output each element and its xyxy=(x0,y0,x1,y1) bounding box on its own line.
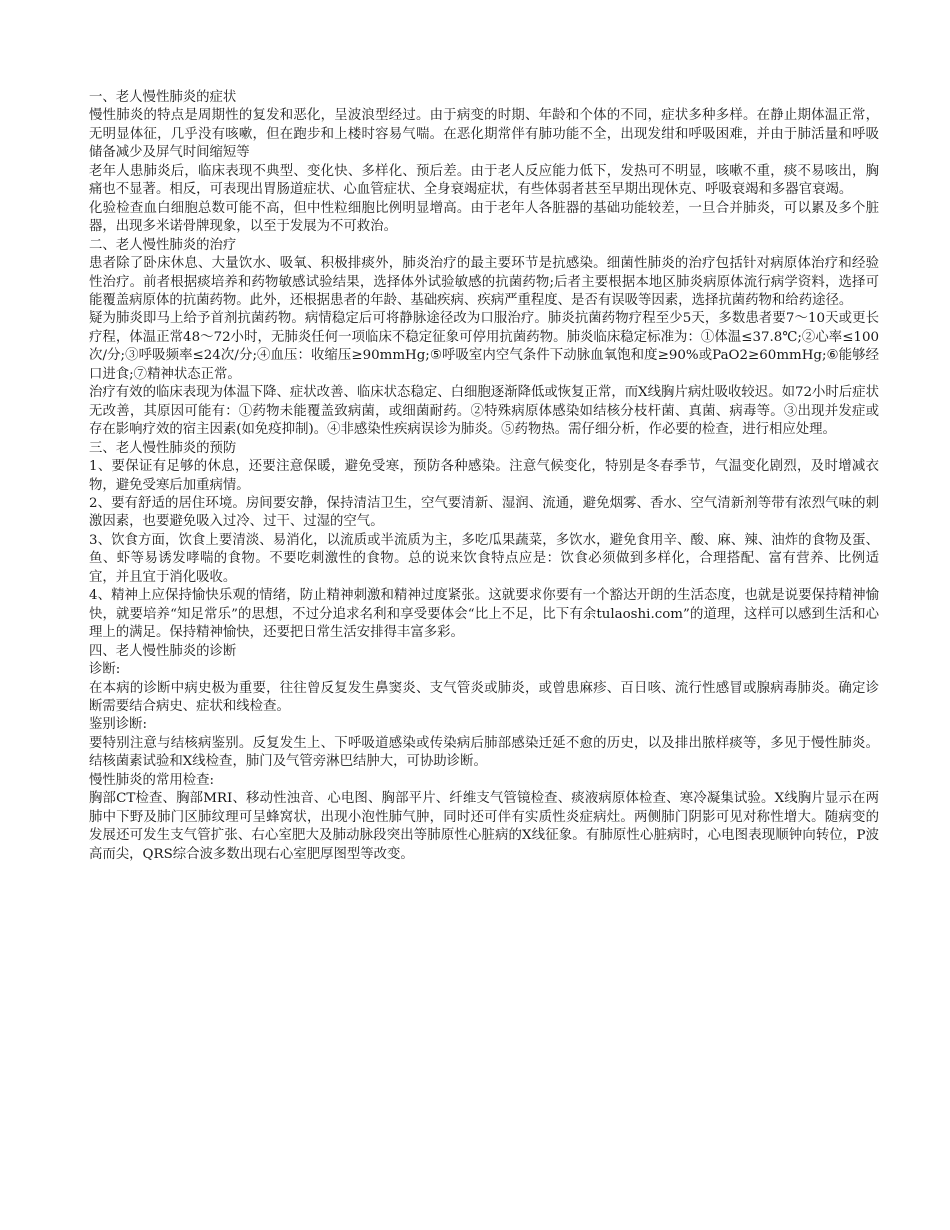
paragraph-diagnosis: 在本病的诊断中病史极为重要，往往曾反复发生鼻窦炎、支气管炎或肺炎，或曾患麻疹、百日咳、流行性感冒或腺病毒肺炎。确定诊断需要结合病史、症状和线检查。 xyxy=(89,680,879,714)
section-heading-diagnosis: 四、老人慢性肺炎的诊断 xyxy=(89,643,237,659)
label-diagnosis: 诊断: xyxy=(89,662,121,678)
paragraph-symptoms-characteristics: 慢性肺炎的特点是周期性的复发和恶化，呈波浪型经过。由于病变的时期、年龄和个体的不同，症状多种多样。在静止期体温正常，无明显体征，几乎没有咳嗽，但在跑步和上楼时容易气喘。在恶化期常伴有肺功能不全，出现发绀和呼吸困难，并由于肺活量和呼吸储备减少及屏气时间缩短等 xyxy=(89,108,879,161)
paragraph-antibiotic-course: 疑为肺炎即马上给予首剂抗菌药物。病情稳定后可将静脉途径改为口服治疗。肺炎抗菌药物疗程至少5天，多数患者要7～10天或更长疗程，体温正常48～72小时，无肺炎任何一项临床不稳定征象可停用抗菌药物。肺炎临床稳定标准为：①体温≤37.8℃;②心率≤100次/分;③呼吸频率≤24次/分;④血压：收缩压≥90mmHg;⑤呼吸室内空气条件下动脉血氧饱和度≥90%或PaO2≥60mmHg;⑥能够经口进食;⑦精神状态正常。 xyxy=(89,311,879,382)
section-heading-symptoms: 一、老人慢性肺炎的症状 xyxy=(89,90,237,105)
paragraph-common-exams: 胸部CT检查、胸部MRI、移动性浊音、心电图、胸部平片、纤维支气管镜检查、痰液病原体检查、寒冷凝集试验。X线胸片显示在两肺中下野及肺门区肺纹理可呈蜂窝状，出现小泡性肺气肿，同时还可伴有实质性炎症病灶。两侧肺门阴影可见对称性增大。随病变的发展还可发生支气管扩张、右心室肥大及肺动脉段突出等肺原性心脏病的X线征象。有肺原性心脏病时，心电图表现顺钟向转位，P波高而尖，QRS综合波多数出现右心室肥厚图型等改变。 xyxy=(89,791,879,862)
label-common-exams: 慢性肺炎的常用检查: xyxy=(89,772,215,788)
section-heading-treatment: 二、老人慢性肺炎的治疗 xyxy=(89,237,237,253)
label-differential-diagnosis: 鉴别诊断: xyxy=(89,717,148,733)
document-body xyxy=(89,89,879,864)
paragraph-treatment-overview: 患者除了卧床休息、大量饮水、吸氧、积极排痰外，肺炎治疗的最主要环节是抗感染。细菌性肺炎的治疗包括针对病原体治疗和经验性治疗。前者根据痰培养和药物敏感试验结果，选择体外试验敏感的抗菌药物;后者主要根据本地区肺炎病原体流行病学资料，选择可能覆盖病原体的抗菌药物。此外，还根据患者的年龄、基础疾病、疾病严重程度、是否有误吸等因素，选择抗菌药物和给药途径。 xyxy=(89,256,879,308)
paragraph-elderly-presentation: 老年人患肺炎后，临床表现不典型、变化快、多样化、预后差。由于老人反应能力低下，发热可不明显，咳嗽不重，痰不易咳出，胸痛也不显著。相反，可表现出胃肠道症状、心血管症状、全身衰竭症状，有些体弱者甚至早期出现休克、呼吸衰竭和多器官衰竭。 xyxy=(89,163,879,198)
paragraph-lab-tests: 化验检查血白细胞总数可能不高，但中性粒细胞比例明显增高。由于老年人各脏器的基础功能较差，一旦合并肺炎，可以累及多个脏器，出现多米诺骨牌现象，以至于发展为不可救治。 xyxy=(89,200,879,235)
paragraph-prevention-rest: 1、要保证有足够的休息，还要注意保暖，避免受寒，预防各种感染。注意气候变化，特别是冬春季节，气温变化剧烈，及时增减衣物，避免受寒后加重病情。 xyxy=(89,459,879,493)
paragraph-treatment-response: 治疗有效的临床表现为体温下降、症状改善、临床状态稳定、白细胞逐渐降低或恢复正常，而X线胸片病灶吸收较迟。如72小时后症状无改善，其原因可能有：①药物未能覆盖致病菌，或细菌耐药。②特殊病原体感染如结核分枝杆菌、真菌、病毒等。③出现并发症或存在影响疗效的宿主因素(如免疫抑制)。④非感染性疾病误诊为肺炎。⑤药物热。需仔细分析，作必要的检查，进行相应处理。 xyxy=(89,385,879,438)
section-heading-prevention: 三、老人慢性肺炎的预防 xyxy=(89,440,237,456)
paragraph-prevention-diet: 3、饮食方面，饮食上要清淡、易消化，以流质或半流质为主，多吃瓜果蔬菜，多饮水，避免食用辛、酸、麻、辣、油炸的食物及蛋、鱼、虾等易诱发哮喘的食物。不要吃刺激性的食物。总的说来饮食特点应是：饮食必须做到多样化，合理搭配、富有营养、比例适宜，并且宜于消化吸收。 xyxy=(89,532,879,585)
paragraph-prevention-mental: 4、精神上应保持愉快乐观的情绪，防止精神刺激和精神过度紧张。这就要求你要有一个豁达开朗的生活态度，也就是说要保持精神愉快，就要培养“知足常乐”的思想，不过分追求名利和享受要体会“比上不足，比下有余tulaoshi.com”的道理，这样可以感到生活和心理上的满足。保持精神愉快，还要把日常生活安排得丰富多彩。 xyxy=(89,588,879,641)
paragraph-prevention-environment: 2、要有舒适的居住环境。房间要安静，保持清洁卫生，空气要清新、湿润、流通，避免烟雾、香水、空气清新剂等带有浓烈气味的刺激因素，也要避免吸入过冷、过干、过湿的空气。 xyxy=(89,495,879,530)
paragraph-differential-diagnosis: 要特别注意与结核病鉴别。反复发生上、下呼吸道感染或传染病后肺部感染迁延不愈的历史，以及排出脓样痰等，多见于慢性肺炎。结核菌素试验和X线检查，肺门及气管旁淋巴结肿大，可协助诊断。 xyxy=(89,735,879,770)
